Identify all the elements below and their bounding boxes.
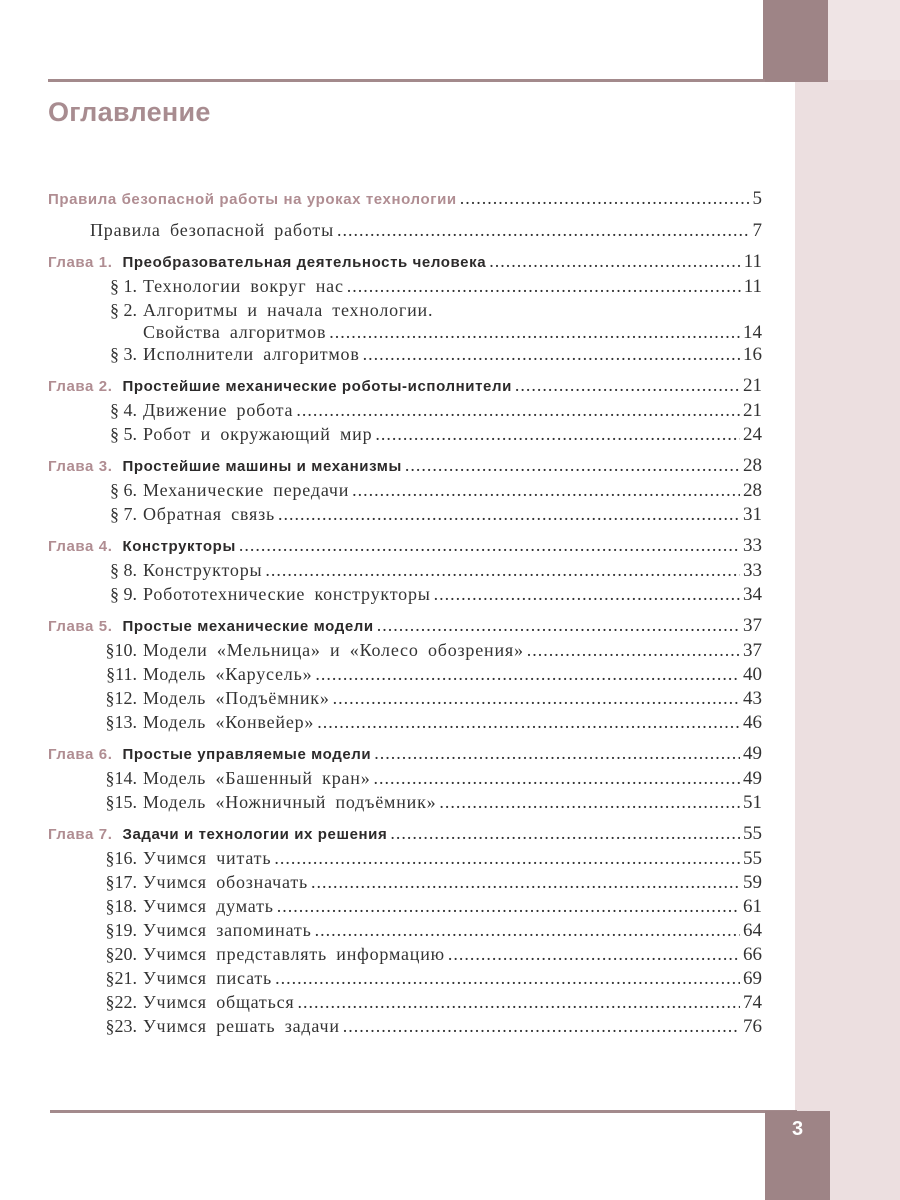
- toc-page-number: 11: [743, 276, 762, 297]
- section-number: §11.: [106, 664, 137, 684]
- toc-page-number: 76: [743, 1016, 762, 1037]
- toc-section[interactable]: [48, 792, 762, 816]
- dot-leader: [439, 792, 740, 813]
- toc-section[interactable]: [48, 560, 762, 584]
- toc-chapter-7[interactable]: [48, 823, 762, 848]
- toc-page-number: 40: [743, 664, 762, 685]
- toc-page-number: 24: [743, 424, 762, 445]
- toc-page-number: 59: [743, 872, 762, 893]
- dot-leader: [374, 768, 740, 789]
- toc-section[interactable]: [48, 712, 762, 736]
- toc-section[interactable]: [48, 300, 762, 322]
- toc-intro-entry[interactable]: [48, 220, 762, 244]
- section-title: Учимся писать: [143, 968, 273, 988]
- chapter-label: Глава 2.: [48, 378, 113, 395]
- section-title: Модель «Ножничный подъёмник»: [143, 792, 437, 812]
- toc-section[interactable]: [48, 424, 762, 448]
- section-number: §14.: [105, 768, 137, 788]
- section-number: § 9.: [110, 584, 137, 604]
- chapter-title: Простейшие механические роботы-исполнители: [122, 378, 512, 395]
- toc-chapter-4[interactable]: [48, 535, 762, 560]
- toc-page-number: 5: [752, 188, 762, 209]
- toc-page-number: 49: [743, 743, 762, 764]
- section-title: Конструкторы: [143, 560, 263, 580]
- section-number: §18.: [105, 896, 137, 916]
- toc-section[interactable]: [48, 400, 762, 424]
- toc-page-number: 37: [743, 615, 762, 636]
- toc-page-number: 55: [743, 848, 762, 869]
- header-tab: [763, 0, 828, 82]
- toc-page-number: 21: [743, 375, 762, 396]
- toc-section[interactable]: [48, 1016, 762, 1040]
- chapter-label: Глава 3.: [48, 458, 113, 475]
- toc-chapter-3[interactable]: [48, 455, 762, 480]
- dot-leader: [405, 455, 740, 476]
- dot-leader: [343, 1016, 740, 1037]
- toc-section[interactable]: [48, 768, 762, 792]
- section-title: Модель «Подъёмник»: [143, 688, 330, 708]
- dot-leader: [448, 944, 740, 965]
- toc-page-number: 31: [743, 504, 762, 525]
- toc-page-number: 74: [743, 992, 762, 1013]
- toc-entry-title: Правила безопасной работы на уроках технологии: [48, 191, 457, 208]
- section-number: §16.: [105, 848, 137, 868]
- toc-section[interactable]: [48, 688, 762, 712]
- section-number: §22.: [105, 992, 137, 1012]
- toc-section[interactable]: [48, 640, 762, 664]
- toc-section[interactable]: [48, 848, 762, 872]
- toc-page-number: 21: [743, 400, 762, 421]
- section-number: §10.: [105, 640, 137, 660]
- toc-page-number: 33: [743, 535, 762, 556]
- dot-leader: [460, 188, 750, 209]
- toc-section[interactable]: [48, 344, 762, 368]
- section-title: Учимся общаться: [143, 992, 295, 1012]
- section-number: §21.: [105, 968, 137, 988]
- chapter-title: Конструкторы: [122, 538, 236, 555]
- chapter-title: Простые механические модели: [122, 618, 374, 635]
- section-number: §17.: [105, 872, 137, 892]
- dot-leader: [374, 743, 740, 764]
- chapter-label: Глава 7.: [48, 826, 113, 843]
- dot-leader: [489, 251, 741, 272]
- toc-page-number: 33: [743, 560, 762, 581]
- toc-page-number: 64: [743, 920, 762, 941]
- table-of-contents: [48, 188, 762, 1040]
- toc-chapter-1[interactable]: [48, 251, 762, 276]
- section-title: Учимся думать: [143, 896, 274, 916]
- section-number: § 5.: [110, 424, 137, 444]
- chapter-label: Глава 6.: [48, 746, 113, 763]
- toc-page-number: 66: [743, 944, 762, 965]
- section-title: Исполнители алгоритмов: [143, 344, 360, 364]
- toc-chapter-5[interactable]: [48, 615, 762, 640]
- section-number: § 3.: [110, 344, 137, 364]
- section-number: § 8.: [110, 560, 137, 580]
- toc-section-continuation[interactable]: [48, 322, 762, 344]
- chapter-title: Простые управляемые модели: [122, 746, 372, 763]
- toc-page-number: 14: [743, 322, 762, 343]
- section-number: § 6.: [110, 480, 137, 500]
- section-title: Алгоритмы и начала технологии.: [143, 300, 434, 320]
- section-title: Модель «Конвейер»: [143, 712, 315, 732]
- dot-leader: [297, 992, 740, 1013]
- dot-leader: [274, 848, 740, 869]
- dot-leader: [315, 664, 740, 685]
- page-edge-top: [828, 0, 900, 80]
- dot-leader: [317, 712, 740, 733]
- section-title: Учимся запоминать: [143, 920, 312, 940]
- chapter-title: Задачи и технологии их решения: [122, 826, 388, 843]
- section-number: § 2.: [110, 300, 137, 320]
- dot-leader: [315, 920, 740, 941]
- section-title: Технологии вокруг нас: [143, 276, 344, 296]
- toc-section[interactable]: [48, 992, 762, 1016]
- dot-leader: [434, 584, 740, 605]
- toc-page-number: 28: [743, 455, 762, 476]
- dot-leader: [377, 615, 740, 636]
- section-title: Механические передачи: [143, 480, 350, 500]
- chapter-title: Преобразовательная деятельность человека: [122, 254, 487, 271]
- footer-rule: [50, 1110, 797, 1113]
- dot-leader: [333, 688, 740, 709]
- dot-leader: [363, 344, 740, 365]
- dot-leader: [239, 535, 740, 556]
- toc-page-number: 16: [743, 344, 762, 365]
- toc-section[interactable]: [48, 968, 762, 992]
- chapter-title: Простейшие машины и механизмы: [122, 458, 402, 475]
- toc-page-number: 55: [743, 823, 762, 844]
- toc-section[interactable]: [48, 276, 762, 300]
- section-title-line2: Свойства алгоритмов: [143, 322, 327, 342]
- toc-page-number: 61: [743, 896, 762, 917]
- toc-section[interactable]: [48, 872, 762, 896]
- toc-entry-title: Правила безопасной работы: [90, 220, 334, 240]
- toc-intro-heading[interactable]: [48, 188, 762, 213]
- toc-section[interactable]: [48, 944, 762, 968]
- toc-section[interactable]: [48, 584, 762, 608]
- dot-leader: [352, 480, 740, 501]
- section-title: Учимся обозначать: [143, 872, 309, 892]
- dot-leader: [275, 968, 740, 989]
- dot-leader: [265, 560, 740, 581]
- dot-leader: [296, 400, 740, 421]
- section-title: Модель «Карусель»: [143, 664, 313, 684]
- page-number: 3: [791, 1118, 804, 1140]
- toc-section[interactable]: [48, 896, 762, 920]
- section-title: Учимся читать: [143, 848, 272, 868]
- dot-leader: [375, 424, 740, 445]
- section-title: Робототехнические конструкторы: [143, 584, 431, 604]
- dot-leader: [337, 220, 750, 241]
- toc-page-number: 69: [743, 968, 762, 989]
- section-title: Учимся представлять информацию: [143, 944, 445, 964]
- toc-section[interactable]: [48, 480, 762, 504]
- section-number: §23.: [105, 1016, 137, 1036]
- toc-page-number: 34: [743, 584, 762, 605]
- toc-section[interactable]: [48, 504, 762, 528]
- page-title: Оглавление: [48, 97, 211, 127]
- section-number: §15.: [105, 792, 137, 812]
- section-number: §12.: [105, 688, 137, 708]
- toc-section[interactable]: [48, 664, 762, 688]
- chapter-label: Глава 5.: [48, 618, 113, 635]
- toc-page-number: 43: [743, 688, 762, 709]
- toc-page-number: 46: [743, 712, 762, 733]
- section-number: § 4.: [110, 400, 137, 420]
- section-number: §19.: [105, 920, 137, 940]
- chapter-label: Глава 1.: [48, 254, 113, 271]
- toc-page-number: 37: [743, 640, 762, 661]
- section-title: Робот и окружающий мир: [143, 424, 373, 444]
- toc-page-number: 11: [743, 251, 762, 272]
- toc-page-number: 28: [743, 480, 762, 501]
- dot-leader: [311, 872, 740, 893]
- section-title: Модель «Башенный кран»: [143, 768, 371, 788]
- toc-page-number: 51: [743, 792, 762, 813]
- section-number: § 7.: [110, 504, 137, 524]
- toc-chapter-2[interactable]: [48, 375, 762, 400]
- chapter-label: Глава 4.: [48, 538, 113, 555]
- dot-leader: [527, 640, 740, 661]
- toc-section[interactable]: [48, 920, 762, 944]
- section-number: §20.: [105, 944, 137, 964]
- page-edge-right: [795, 80, 900, 1200]
- section-number: § 1.: [110, 276, 137, 296]
- section-title: Модели «Мельница» и «Колесо обозрения»: [143, 640, 524, 660]
- header-rule: [48, 79, 765, 82]
- dot-leader: [278, 504, 740, 525]
- section-title: Учимся решать задачи: [143, 1016, 340, 1036]
- section-title: Движение робота: [143, 400, 294, 420]
- toc-chapter-6[interactable]: [48, 743, 762, 768]
- toc-page-number: 7: [752, 220, 762, 241]
- section-number: §13.: [105, 712, 137, 732]
- toc-page-number: 49: [743, 768, 762, 789]
- section-title: Обратная связь: [143, 504, 275, 524]
- dot-leader: [329, 322, 740, 343]
- dot-leader: [347, 276, 741, 297]
- dot-leader: [277, 896, 740, 917]
- dot-leader: [515, 375, 740, 396]
- dot-leader: [390, 823, 740, 844]
